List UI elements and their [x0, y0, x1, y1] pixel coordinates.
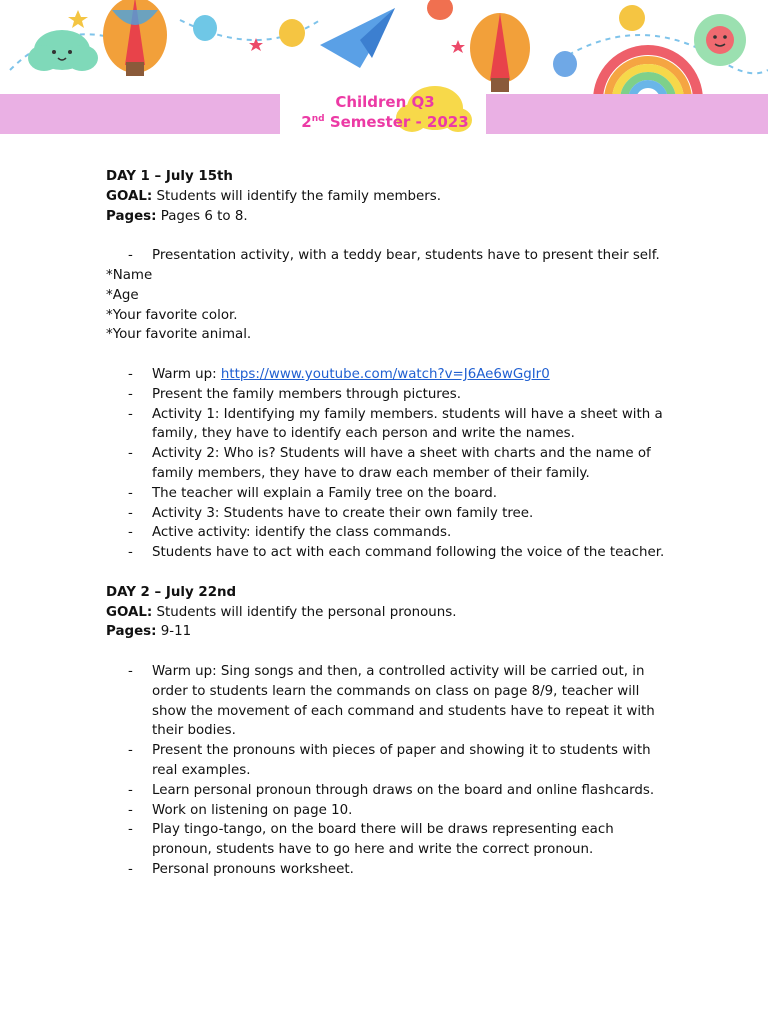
day2-goal-label: GOAL:	[106, 604, 153, 620]
day2-pages	[106, 622, 666, 642]
list-item: - Presentation activity, with a teddy bear, students have to present their self.	[106, 246, 666, 266]
rainbow-icon	[598, 50, 698, 100]
page-title	[240, 92, 530, 132]
title-ordinal-suffix: nd	[311, 114, 325, 124]
day1-pages-label: Pages:	[106, 208, 157, 224]
list-item: - Activity 1: Identifying my family members. students will have a sheet with a family, they have to identify each person and write the names.	[106, 405, 666, 445]
day1-activity-list	[106, 365, 666, 563]
warmup-label: Warm up:	[152, 366, 221, 382]
list-item: - The teacher will explain a Family tree on the board.	[106, 484, 666, 504]
day1-goal-text: Students will identify the family members.	[152, 188, 442, 204]
title-ordinal-num: 2	[301, 113, 312, 131]
list-item: - Play tingo-tango, on the board there will be draws representing each pronoun, students have to go here and write the correct pronoun.	[106, 820, 666, 860]
star-icon	[68, 10, 88, 28]
star-item: *Name	[106, 267, 153, 283]
lesson-plan-content	[106, 167, 666, 880]
list-item: - Work on listening on page 10.	[106, 801, 666, 821]
paper-plane-icon	[320, 8, 395, 68]
list-item: - Students have to act with each command following the voice of the teacher.	[106, 543, 666, 563]
day2-activity-list	[106, 662, 666, 880]
title-line-2-rest: Semester - 2023	[324, 113, 469, 131]
list-item: - Personal pronouns worksheet.	[106, 860, 666, 880]
star-item: *Your favorite color.	[106, 307, 238, 323]
day2-pages-text: 9-11	[156, 624, 192, 640]
star-item: *Age	[106, 287, 139, 303]
day1-heading: DAY 1 – July 15th	[106, 169, 233, 184]
star-item: *Your favorite animal.	[106, 327, 252, 343]
day1-goal-label: GOAL:	[106, 188, 153, 204]
day2-pages-label: Pages:	[106, 624, 157, 640]
cloud-icon	[28, 30, 98, 71]
hot-air-balloon-icon-right	[470, 13, 530, 92]
day1-pages-text: Pages 6 to 8.	[156, 208, 248, 224]
day2-heading: DAY 2 – July 22nd	[106, 584, 237, 600]
list-item: - Warm up: Sing songs and then, a controlled activity will be carried out, in order to students learn the commands on class on page 8/9, teacher will show the movement of each command and students have to repeat it with their bodies.	[106, 662, 666, 741]
title-line-1: Children Q3	[335, 93, 435, 111]
list-item: - Active activity: identify the class commands.	[106, 523, 666, 543]
day1-intro-list	[106, 246, 666, 266]
header-band-left	[0, 94, 280, 134]
title-line-2	[240, 112, 530, 132]
list-item: - Present the pronouns with pieces of paper and showing it to students with real examples.	[106, 741, 666, 781]
list-item: - Activity 2: Who is? Students will have a sheet with charts and the name of family members, they have to draw each member of their family.	[106, 444, 666, 484]
list-item: - Present the family members through pictures.	[106, 385, 666, 405]
list-item	[106, 365, 666, 385]
flower-icon	[694, 14, 746, 66]
decorative-header	[0, 0, 768, 150]
day1-goal	[106, 187, 666, 207]
list-item: - Activity 3: Students have to create their own family tree.	[106, 504, 666, 524]
day2-goal	[106, 603, 666, 623]
day2-goal-text: Students will identify the personal pronouns.	[152, 604, 457, 620]
day1-pages	[106, 207, 666, 227]
hot-air-balloon-icon	[103, 0, 167, 76]
hand-icon	[193, 0, 645, 77]
list-item: - Learn personal pronoun through draws on the board and online flashcards.	[106, 781, 666, 801]
warmup-video-link[interactable]: https://www.youtube.com/watch?v=J6Ae6wGgIr0	[220, 366, 550, 382]
